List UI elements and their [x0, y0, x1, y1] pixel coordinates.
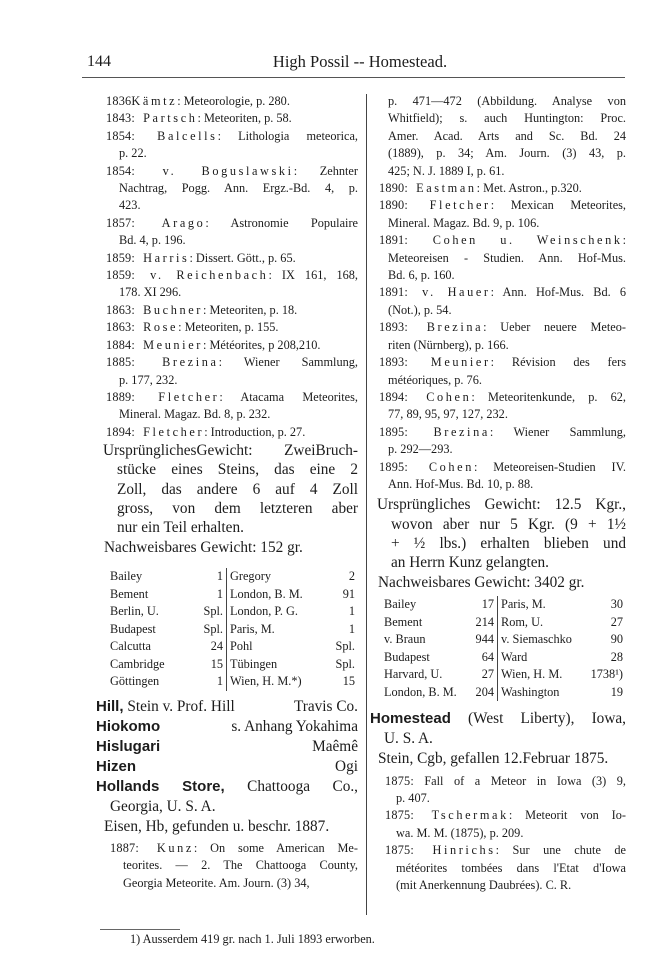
paragraph-line: + ½ lbs.) erhalten blieben und	[391, 534, 626, 552]
collection-name: Wien, H. M.	[501, 667, 563, 682]
citation-entry	[96, 424, 358, 441]
citation-year: 1895	[379, 459, 405, 474]
collection-name: Paris, M.	[501, 597, 546, 612]
citation-entry	[96, 163, 358, 215]
citation-line	[96, 267, 358, 284]
collection-name: v. Braun	[384, 632, 426, 647]
collection-weight: 15	[210, 656, 223, 671]
table-cell	[227, 656, 358, 674]
headword-line: U. S. A.	[384, 730, 433, 748]
headword-left	[96, 737, 160, 757]
citation-line: Bd. 4, p. 196.	[119, 233, 186, 248]
citation-entry	[370, 93, 626, 180]
citation-text: : Dissert. Gött., p. 65.	[189, 250, 296, 265]
citation-author: : Hinrichs	[410, 843, 496, 858]
headword: Hollands Store,	[96, 777, 225, 795]
table-cell	[96, 638, 227, 656]
headword-left	[96, 697, 235, 717]
collection-name: London, P. G.	[230, 604, 298, 619]
citation-line: météoriques, p. 76.	[388, 372, 482, 387]
citation-line: p. 407.	[396, 790, 430, 805]
headword-line	[96, 757, 358, 777]
collection-weight: 1738¹)	[590, 667, 623, 682]
citation-line	[370, 354, 626, 371]
citation-text: : Wiener Sammlung,	[489, 424, 626, 439]
citation-line: 77, 89, 95, 97, 127, 232.	[388, 407, 508, 422]
citation-year: 1890	[379, 181, 405, 196]
paragraph-line: an Herrn Kunz gelangten.	[391, 553, 550, 571]
citation-entry	[370, 773, 626, 808]
paragraph-line: Nachweisbares Gewicht: 3402 gr.	[378, 574, 585, 592]
paragraph-line: gross, von dem letzteren aber	[117, 499, 358, 517]
running-title: High Possil -- Homestead.	[272, 52, 448, 71]
citation-text: : IX 161, 168,	[268, 268, 358, 283]
table-cell	[498, 649, 626, 667]
citation-author: : Brezina	[404, 424, 490, 439]
citation-text: : Zehnter	[293, 163, 358, 178]
collection-name: Berlin, U.	[110, 604, 159, 619]
citation-text: : Wiener Sammlung,	[218, 355, 358, 370]
collection-weight: 64	[481, 649, 494, 664]
citation-year: 1893	[379, 355, 405, 370]
collection-weight: 1	[216, 569, 223, 584]
citation-author: : v. Hauer	[404, 285, 491, 300]
citation-line: p. 471—472 (Abbildung. Analyse von	[388, 94, 626, 108]
citation-line	[96, 319, 358, 336]
citation-year: 1859	[106, 250, 132, 265]
citation-line: météorites tombées dans l'Etat d'Iowa	[396, 860, 626, 875]
table-cell	[96, 603, 227, 621]
collection-name: Göttingen	[110, 674, 160, 689]
left-column	[96, 93, 358, 892]
citation-author: : Brezina	[131, 355, 219, 370]
citation-author: : Cohen	[404, 389, 472, 404]
citation-text: : Ann. Hof-Mus. Bd. 6	[490, 285, 626, 300]
citation-line: Nachtrag, Pogg. Ann. Ergz.-Bd. 4, p.	[119, 181, 358, 196]
headword: Hill,	[96, 697, 124, 715]
collection-name: Washington	[501, 684, 560, 699]
citation-text: : Meteoriten, p. 58.	[197, 111, 292, 126]
citation-entry	[370, 807, 626, 842]
citation-author: : Harris	[131, 250, 190, 265]
citation-year: 1859	[106, 268, 132, 283]
citation-line	[96, 110, 358, 127]
table-cell	[227, 568, 358, 586]
citation-line	[96, 354, 358, 371]
headword-left	[96, 757, 136, 777]
table-cell	[498, 631, 626, 649]
table-cell	[227, 673, 358, 691]
collection-name: Cambridge	[110, 656, 165, 671]
citation-year: 1854	[106, 163, 132, 178]
table-cell	[96, 568, 227, 586]
collection-name: London, B. M.	[230, 586, 303, 601]
table-cell	[227, 603, 358, 621]
collection-weight: 90	[610, 632, 623, 647]
headword-text: (West Liberty), Iowa,	[450, 710, 626, 728]
citation-entry	[370, 459, 626, 494]
citation-text: : Révision des fers	[490, 355, 626, 370]
paragraph-line: wovon aber nur 5 Kgr. (9 + 1½	[391, 515, 626, 533]
citation-year: 1885	[106, 355, 132, 370]
citation-text: : Lithologia meteorica,	[217, 128, 358, 143]
citation-line	[96, 389, 358, 406]
collection-name: Tübingen	[230, 656, 278, 671]
headword-text: Stein v. Prof. Hill	[123, 697, 235, 715]
collection-weight: 1	[216, 586, 223, 601]
citation-line: (1889), p. 34; Am. Journ. (3) 43, p.	[388, 146, 626, 161]
citation-line	[96, 128, 358, 145]
citation-text: : Introduction, p. 27.	[204, 424, 306, 439]
citation-text: : Atacama Meteorites,	[219, 389, 358, 404]
citation-line: wa. M. M. (1875), p. 209.	[396, 825, 524, 840]
collection-table	[370, 596, 626, 701]
citation-author: : Cohen	[404, 459, 474, 474]
collection-weight: 91	[342, 586, 355, 601]
table-cell	[370, 631, 498, 649]
citation-entry	[96, 215, 358, 250]
headword-entry	[96, 717, 358, 737]
citation-year: 1836	[106, 94, 132, 108]
collection-name: Bailey	[110, 569, 143, 584]
citation-entry	[96, 250, 358, 267]
table-cell	[370, 614, 498, 632]
headword-entry	[370, 709, 626, 749]
citation-year: 1887	[110, 841, 136, 856]
citation-year: 1894	[379, 389, 405, 404]
citation-year: 1895	[379, 424, 405, 439]
citation-entry	[370, 424, 626, 459]
table-cell	[370, 684, 498, 702]
citation-line	[370, 319, 626, 336]
table-cell	[96, 656, 227, 674]
paragraph-line: Ursprüngliches Gewicht: 12.5 Kgr.,	[377, 496, 626, 514]
right-column	[370, 93, 626, 894]
headword-line	[96, 717, 358, 737]
paragraph	[370, 749, 626, 768]
citation-line: (Not.), p. 54.	[388, 302, 452, 317]
collection-table	[96, 568, 358, 691]
collection-name: Calcutta	[110, 639, 151, 654]
collection-weight: 15	[342, 674, 355, 689]
citation-entry	[370, 389, 626, 424]
paragraph	[370, 495, 626, 572]
citation-entry	[370, 232, 626, 284]
citation-line: 178. XI 296.	[119, 285, 182, 300]
citation-line: riten (Nürnberg), p. 166.	[388, 337, 509, 352]
paragraph-line: UrsprünglichesGewicht: ZweiBruch-	[103, 442, 358, 460]
citation-entry	[96, 128, 358, 163]
citation-line: (mit Anerkennung Daubrées). C. R.	[396, 878, 572, 892]
headword-reference: s. Anhang Yokahima	[231, 717, 358, 735]
headword-line: Georgia, U. S. A.	[110, 797, 216, 815]
paragraph-line: Eisen, Hb, gefunden u. beschr. 1887.	[104, 817, 330, 835]
table-cell	[498, 684, 626, 702]
citation-entry	[370, 284, 626, 319]
collection-weight: 2	[348, 569, 355, 584]
citation-text: : Meteoreisen-Studien IV.	[473, 459, 627, 474]
citation-line	[370, 459, 626, 476]
citation-year: 1891	[379, 233, 405, 248]
citation-text: : Mexican Meteorites,	[490, 198, 627, 213]
citation-line: p. 292—293.	[388, 442, 453, 457]
collection-name: Harvard, U.	[384, 667, 443, 682]
citation-year: 1894	[106, 424, 132, 439]
paragraph	[96, 817, 358, 836]
citation-entry	[96, 337, 358, 354]
headword-entry	[96, 777, 358, 817]
column-divider	[366, 94, 367, 915]
citation-year: 1843	[106, 111, 132, 126]
citation-text: : Sur une chute de	[495, 843, 626, 858]
citation-author: : Tschermak	[410, 808, 509, 823]
citation-line	[370, 842, 626, 859]
citation-line: Mineral. Magaz. Bd. 9, p. 106.	[388, 215, 540, 230]
collection-weight: 944	[475, 632, 494, 647]
citation-entry	[96, 840, 358, 892]
headword-reference: Travis Co.	[293, 697, 358, 715]
citation-author: : Meunier	[131, 337, 203, 352]
collection-name: Budapest	[384, 649, 430, 664]
collection-name: Budapest	[110, 621, 156, 636]
collection-weight: Spl.	[203, 604, 223, 619]
headword-text: Chattooga Co.,	[224, 777, 358, 795]
citation-line: 425; N. J. 1889 I, p. 61.	[388, 163, 505, 178]
collection-name: Wien, H. M.*)	[230, 674, 302, 689]
citation-text: : Met. Astron., p.320.	[476, 181, 582, 196]
headword-entry	[96, 757, 358, 777]
collection-weight: 214	[475, 614, 494, 629]
collection-weight: Spl.	[335, 639, 355, 654]
collection-weight: 204	[475, 684, 494, 699]
headword-line	[370, 709, 626, 729]
citation-line: Meteoreisen - Studien. Ann. Hof-Mus.	[388, 250, 626, 265]
citation-line	[370, 284, 626, 301]
collection-weight: 28	[610, 649, 623, 664]
citation-text: : Meteorologie, p. 280.	[177, 94, 290, 108]
citation-line	[96, 424, 358, 441]
table-cell	[96, 586, 227, 604]
citation-year: 1857	[106, 215, 132, 230]
paragraph-line: stücke eines Steins, das eine 2	[117, 461, 358, 479]
collection-weight: 30	[610, 597, 623, 612]
citation-year: 1875	[385, 773, 411, 788]
paragraph-line: nur ein Teil erhalten.	[117, 518, 244, 536]
paragraph-line: Zoll, das andere 6 auf 4 Zoll	[117, 480, 358, 498]
citation-line	[370, 180, 626, 197]
headword: Hiokomo	[96, 717, 161, 735]
citation-year: 1863	[106, 302, 132, 317]
citation-year: 1875	[385, 808, 411, 823]
collection-name: v. Siemaschko	[501, 632, 572, 647]
citation-entry	[370, 180, 626, 197]
citation-line	[96, 337, 358, 354]
citation-line: p. 177, 232.	[119, 372, 178, 387]
citation-line	[370, 773, 626, 790]
collection-weight: 24	[210, 639, 223, 654]
paragraph	[96, 538, 358, 557]
citation-line: p. 22.	[119, 146, 147, 161]
citation-line	[96, 93, 358, 110]
citation-year: 1889	[106, 389, 132, 404]
citation-year: 1863	[106, 320, 132, 335]
citation-year: 1884	[106, 337, 132, 352]
citation-author: : Meunier	[404, 355, 491, 370]
headword-entry	[96, 737, 358, 757]
citation-entry	[96, 389, 358, 424]
footnote: 1) Ausserdem 419 gr. nach 1. Juli 1893 erworben.	[130, 932, 375, 946]
paragraph-line: Stein, Cgb, gefallen 12.Februar 1875.	[378, 750, 609, 768]
citation-text: :	[622, 233, 626, 248]
citation-author: : Fletcher	[404, 198, 491, 213]
citation-text: : Meteorit von Io-	[508, 808, 626, 823]
citation-text: : Meteoriten, p. 155.	[178, 320, 279, 335]
table-cell	[227, 586, 358, 604]
citation-author: : Fletcher	[131, 389, 220, 404]
citation-author: : v. Boguslawski	[131, 163, 294, 178]
page-number: 144	[87, 53, 111, 70]
citation-line: Mineral. Magaz. Bd. 8, p. 232.	[119, 407, 271, 422]
citation-author: : Arago	[131, 215, 206, 230]
collection-weight: 1	[348, 621, 355, 636]
paragraph	[370, 573, 626, 592]
collection-weight: 27	[481, 667, 494, 682]
collection-weight: 19	[610, 684, 623, 699]
citation-year: 1890	[379, 198, 405, 213]
citation-entry	[370, 354, 626, 389]
collection-weight: 27	[610, 614, 623, 629]
table-cell	[370, 666, 498, 684]
citation-text: : Fall of a Meteor in Iowa (3) 9,	[410, 773, 626, 788]
citation-author: : Partsch	[131, 111, 198, 126]
citation-entry	[96, 354, 358, 389]
table-cell	[227, 621, 358, 639]
table-cell	[96, 621, 227, 639]
citation-line: 423.	[119, 198, 141, 213]
citation-year: 1891	[379, 285, 405, 300]
paragraph	[96, 441, 358, 537]
citation-line	[370, 232, 626, 249]
collection-weight: 1	[348, 604, 355, 619]
collection-weight: Spl.	[335, 656, 355, 671]
citation-text: : Meteoritenkunde, p. 62,	[471, 389, 626, 404]
citation-line: Ann. Hof-Mus. Bd. 10, p. 88.	[388, 476, 534, 491]
collection-name: Bement	[110, 586, 149, 601]
citation-author: : Buchner	[131, 302, 203, 317]
citation-line: teorites. — 2. The Chattooga County,	[123, 858, 358, 873]
collection-weight: Spl.	[203, 621, 223, 636]
citation-author: : Brezina	[404, 320, 484, 335]
citation-line: Amer. Acad. Arts and Sc. Bd. 24	[388, 128, 626, 143]
collection-name: Rom, U.	[501, 614, 544, 629]
table-cell	[370, 649, 498, 667]
headword: Hizen	[96, 757, 137, 775]
header-rule	[82, 77, 625, 78]
citation-author: : Cohen u. Weinschenk	[404, 233, 623, 248]
paragraph-line: Nachweisbares Gewicht: 152 gr.	[104, 539, 303, 557]
footnote-rule	[100, 929, 180, 930]
citation-year: 1854	[106, 128, 132, 143]
citation-line	[96, 215, 358, 232]
collection-name: Pohl	[230, 639, 253, 654]
citation-entry	[96, 319, 358, 336]
table-cell	[96, 673, 227, 691]
headword: Hislugari	[96, 737, 161, 755]
citation-author: : Eastman	[404, 181, 477, 196]
collection-name: Paris, M.	[230, 621, 275, 636]
headword-line	[96, 737, 358, 757]
citation-entry	[96, 93, 358, 110]
citation-text: : Météorites, p 208,210.	[202, 337, 321, 352]
citation-entry	[96, 302, 358, 319]
citation-year: 1893	[379, 320, 405, 335]
headword: Homestead	[370, 710, 451, 728]
citation-line	[96, 163, 358, 180]
collection-weight: 17	[481, 597, 494, 612]
citation-line	[370, 807, 626, 824]
collection-name: Bement	[384, 614, 423, 629]
citation-line	[370, 197, 626, 214]
citation-line: Bd. 6, p. 160.	[388, 268, 455, 283]
citation-line	[96, 302, 358, 319]
citation-text: : Meteoriten, p. 18.	[202, 302, 298, 317]
headword-line	[96, 697, 358, 717]
citation-author: : Balcells	[131, 128, 218, 143]
citation-author: : Fletcher	[131, 424, 205, 439]
citation-line	[370, 424, 626, 441]
collection-name: Ward	[501, 649, 528, 664]
citation-line	[370, 389, 626, 406]
collection-name: London, B. M.	[384, 684, 457, 699]
table-cell	[227, 638, 358, 656]
citation-author: Kämtz	[131, 94, 178, 108]
citation-text: : Astronomie Populaire	[205, 215, 358, 230]
citation-line	[96, 250, 358, 267]
collection-name: Gregory	[230, 569, 271, 584]
citation-author: : Rose	[131, 320, 179, 335]
headword-left	[96, 717, 160, 737]
collection-weight: 1	[216, 674, 223, 689]
collection-name: Bailey	[384, 597, 417, 612]
citation-text: : On some American Me-	[193, 841, 358, 856]
citation-entry	[370, 197, 626, 232]
citation-entry	[370, 319, 626, 354]
table-cell	[498, 614, 626, 632]
citation-line	[96, 840, 358, 857]
citation-entry	[96, 267, 358, 302]
table-cell	[370, 596, 498, 614]
table-cell	[498, 666, 626, 684]
headword-entry	[96, 697, 358, 717]
citation-entry	[370, 842, 626, 894]
citation-line: Georgia Meteorite. Am. Journ. (3) 34,	[123, 875, 310, 890]
citation-year: 1875	[385, 843, 411, 858]
table-cell	[498, 596, 626, 614]
citation-line: Whitfield); s. auch Huntington: Proc.	[388, 111, 626, 126]
headword-line	[96, 777, 358, 797]
citation-text: : Ueber neuere Meteo-	[483, 320, 626, 335]
citation-entry	[96, 110, 358, 127]
citation-author: : Kunz	[135, 841, 194, 856]
citation-author: : v. Reichenbach	[131, 268, 269, 283]
headword-reference: Maêmê	[312, 737, 358, 755]
headword-reference: Ogi	[335, 757, 358, 775]
